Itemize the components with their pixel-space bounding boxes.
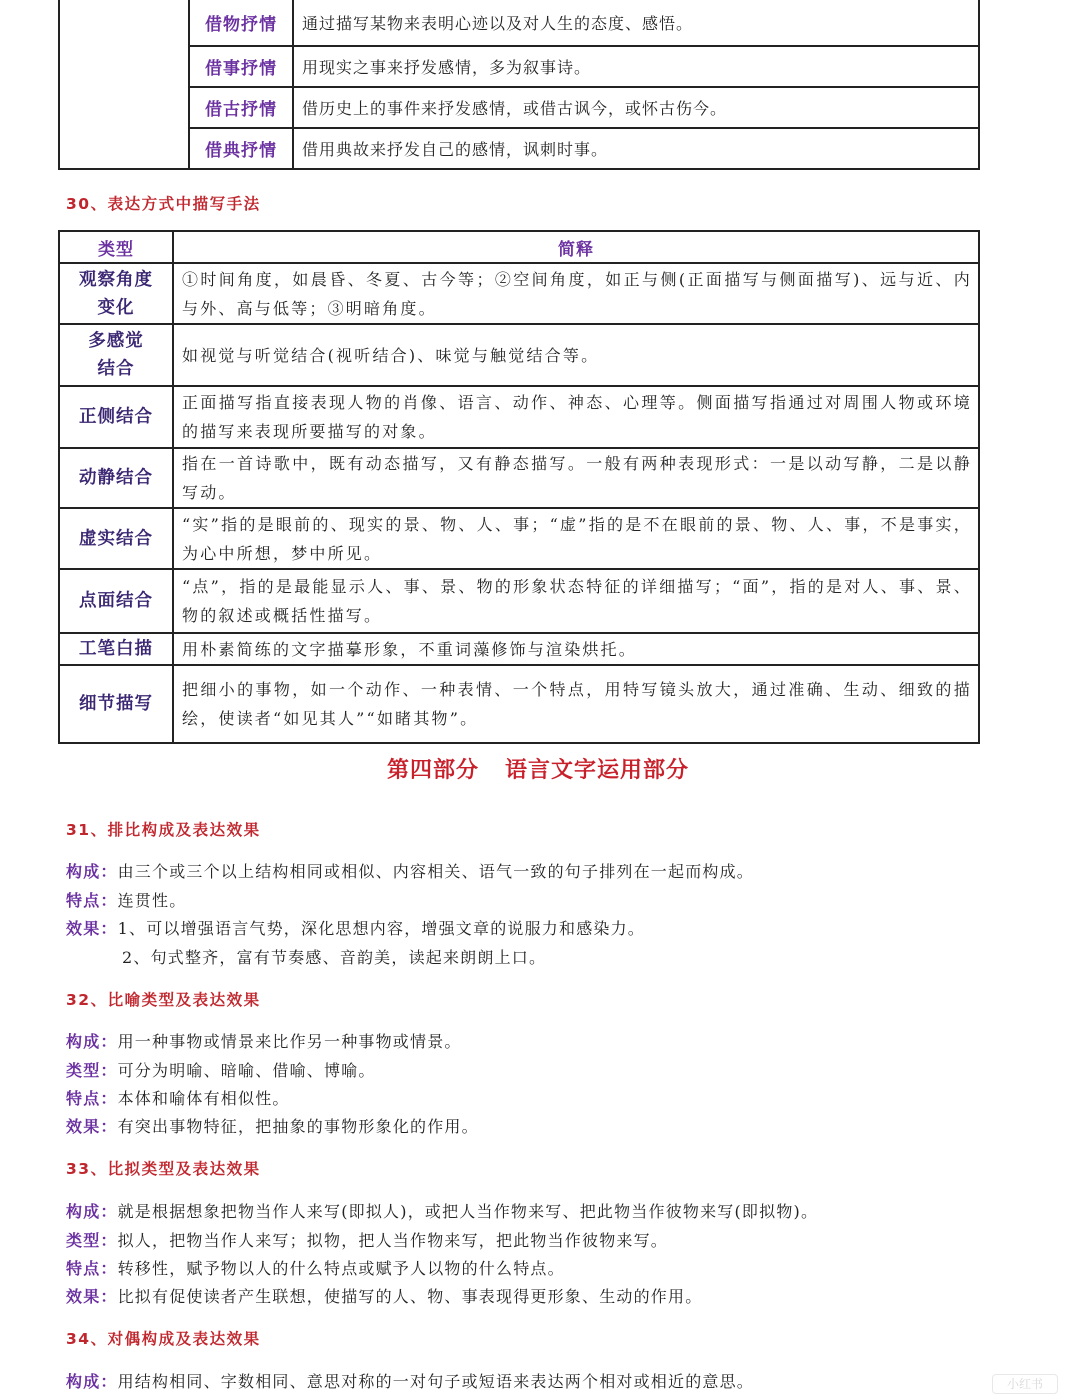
item-label: 构成： [66, 1372, 118, 1391]
technique-type [59, 263, 173, 324]
section-30-title: 30、表达方式中描写手法 [66, 195, 261, 213]
item-text: 用一种事物或情景来比作另一种事物或情景。 [117, 1032, 462, 1051]
item-label: 效果： [66, 1287, 118, 1306]
method-name: 借事抒情 [189, 46, 293, 87]
list-item [66, 1029, 462, 1052]
technique-text: “点”，指的是最能显示人、事、景、物的形象状态特征的详细描写；“面”，指的是对人、事、景、物的叙述或概括性描写。 [173, 569, 979, 633]
description-technique-table [58, 230, 980, 744]
method-desc: 借用典故来抒发自己的感情，讽刺时事。 [293, 128, 979, 169]
table-row [59, 324, 979, 386]
lyric-method-table [58, 0, 980, 170]
item-label: 构成： [66, 1202, 118, 1221]
item-label: 特点： [66, 1089, 118, 1108]
method-name: 借典抒情 [189, 128, 293, 169]
part-title [0, 753, 1076, 784]
technique-type-line: 观察角度 [79, 269, 153, 290]
technique-type-line: 结合 [97, 359, 135, 379]
item-text: 本体和喻体有相似性。 [117, 1089, 290, 1108]
section-32-title: 32、比喻类型及表达效果 [66, 991, 261, 1009]
technique-type-line: 变化 [97, 297, 135, 318]
technique-type: 点面结合 [59, 569, 173, 633]
technique-type: 虚实结合 [59, 508, 173, 569]
item-text: 由三个或三个以上结构相同或相似、内容相关、语气一致的句子排列在一起而构成。 [117, 862, 755, 881]
technique-text: 正面描写指直接表现人物的肖像、语言、动作、神态、心理等。侧面描写指通过对周围人物或环境的描写来表现所要描写的对象。 [173, 386, 979, 448]
table-row [59, 569, 979, 633]
item-label: 效果： [66, 919, 118, 938]
table-row [59, 128, 979, 169]
watermark-logo: 小红书 [992, 1374, 1058, 1394]
item-text: 就是根据想象把物当作人来写(即拟人)，或把人当作物来写、把此物当作彼物来写(即拟物)。 [117, 1202, 819, 1221]
technique-type: 细节描写 [59, 665, 173, 743]
list-item [66, 1058, 376, 1081]
technique-type: 工笔白描 [59, 633, 173, 665]
item-text: 拟人，把物当作人来写；拟物，把人当作物来写，把此物当作彼物来写。 [117, 1231, 669, 1250]
item-text: 转移性，赋予物以人的什么特点或赋予人以物的什么特点。 [117, 1259, 565, 1278]
list-item: 2、句式整齐，富有节奏感、音韵美，读起来朗朗上口。 [122, 948, 547, 967]
list-item [66, 1228, 668, 1251]
table-row [59, 665, 979, 743]
technique-text: “实”指的是眼前的、现实的景、物、人、事；“虚”指的是不在眼前的景、物、人、事，不是事实，为心中所想，梦中所见。 [173, 508, 979, 569]
list-item [66, 888, 186, 911]
item-text: 用结构相同、字数相同、意思对称的一对句子或短语来表达两个相对或相近的意思。 [117, 1372, 755, 1391]
header-type: 类型 [59, 231, 173, 263]
table-row [59, 46, 979, 87]
method-desc: 用现实之事来抒发感情，多为叙事诗。 [293, 46, 979, 87]
technique-type-line: 多感觉 [88, 331, 144, 351]
list-item [66, 1114, 479, 1137]
section-31-title: 31、排比构成及表达效果 [66, 821, 261, 839]
table-row [59, 0, 979, 46]
list-item [66, 916, 645, 939]
list-item [66, 1199, 818, 1222]
table-row [59, 448, 979, 508]
table-row [59, 263, 979, 324]
table-row [59, 508, 979, 569]
table-row [59, 87, 979, 128]
item-text: 连贯性。 [117, 891, 187, 910]
technique-text: 把细小的事物，如一个动作、一种表情、一个特点，用特写镜头放大，通过准确、生动、细致的描绘，使读者“如见其人”“如睹其物”。 [173, 665, 979, 743]
method-name: 借古抒情 [189, 87, 293, 128]
item-label: 特点： [66, 891, 118, 910]
item-label: 效果： [66, 1117, 118, 1136]
technique-type: 动静结合 [59, 448, 173, 508]
part-title-number: 第四部分 [386, 758, 479, 783]
merged-category-cell [59, 0, 189, 169]
item-label: 类型： [66, 1231, 118, 1250]
item-text: 1、可以增强语言气势，深化思想内容，增强文章的说服力和感染力。 [117, 919, 645, 938]
table-row [59, 386, 979, 448]
item-label: 特点： [66, 1259, 118, 1278]
item-text: 有突出事物特征，把抽象的事物形象化的作用。 [117, 1117, 479, 1136]
item-label: 构成： [66, 1032, 118, 1051]
method-name: 借物抒情 [189, 0, 293, 46]
technique-type: 正侧结合 [59, 386, 173, 448]
item-text: 可分为明喻、暗喻、借喻、博喻。 [117, 1061, 376, 1080]
header-explain: 简释 [173, 231, 979, 263]
list-item [66, 859, 754, 882]
technique-text: 如视觉与听觉结合(视听结合)、味觉与触觉结合等。 [173, 324, 979, 386]
section-34-title: 34、对偶构成及表达效果 [66, 1330, 261, 1348]
table-header-row [59, 231, 979, 263]
table-row [59, 633, 979, 665]
technique-type [59, 324, 173, 386]
item-label: 类型： [66, 1061, 118, 1080]
list-item [66, 1369, 754, 1392]
list-item [66, 1086, 290, 1109]
part-title-name: 语言文字运用部分 [505, 758, 690, 783]
technique-text: 指在一首诗歌中，既有动态描写，又有静态描写。一般有两种表现形式：一是以动写静，二是以静写动。 [173, 448, 979, 508]
technique-text: ①时间角度，如晨昏、冬夏、古今等；②空间角度，如正与侧(正面描写与侧面描写)、远与近、内与外、高与低等；③明暗角度。 [173, 263, 979, 324]
section-33-title: 33、比拟类型及表达效果 [66, 1160, 261, 1178]
list-item [66, 1284, 702, 1307]
item-label: 构成： [66, 862, 118, 881]
item-text: 比拟有促使读者产生联想，使描写的人、物、事表现得更形象、生动的作用。 [117, 1287, 703, 1306]
method-desc: 通过描写某物来表明心迹以及对人生的态度、感悟。 [293, 0, 979, 46]
list-item [66, 1256, 565, 1279]
technique-text: 用朴素简练的文字描摹形象，不重词藻修饰与渲染烘托。 [173, 633, 979, 665]
method-desc: 借历史上的事件来抒发感情，或借古讽今，或怀古伤今。 [293, 87, 979, 128]
